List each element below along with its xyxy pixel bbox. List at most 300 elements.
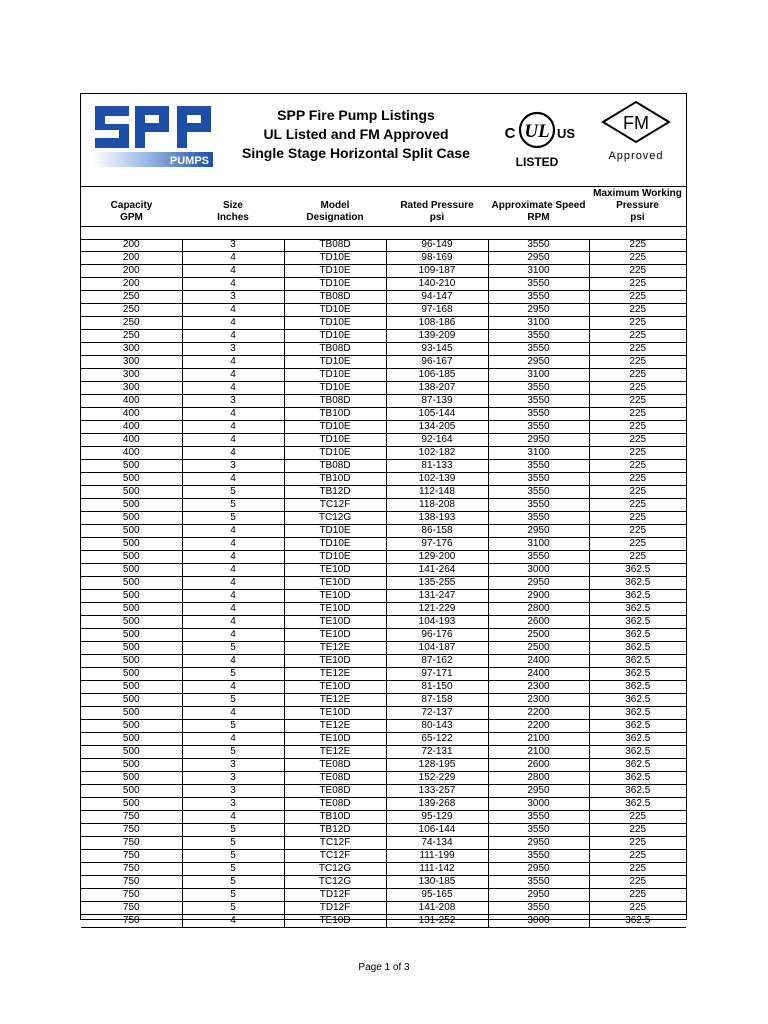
table-cell: 4 [182,733,284,746]
table-cell: 4 [182,330,284,343]
table-cell: TD10E [284,278,386,291]
table-cell: 500 [81,759,182,772]
table-cell: 94-147 [386,291,488,304]
table-cell: 3000 [488,798,589,811]
table-cell: 130-185 [386,876,488,889]
table-cell: 98-169 [386,252,488,265]
table-cell: 3 [182,759,284,772]
table-cell: TD12F [284,902,386,915]
table-cell: 141-264 [386,564,488,577]
table-row [81,824,686,837]
table-cell: 2600 [488,616,589,629]
table-row [81,525,686,538]
table-row [81,473,686,486]
table-cell: 500 [81,460,182,473]
table-cell: 80-143 [386,720,488,733]
table-cell: TE08D [284,759,386,772]
table-cell: TE10D [284,603,386,616]
table-cell: 225 [589,421,686,434]
table-cell: 138-193 [386,512,488,525]
table-row [81,785,686,798]
table-cell: TD12F [284,889,386,902]
table-cell: 750 [81,824,182,837]
table-cell: 4 [182,356,284,369]
table-cell: 4 [182,655,284,668]
table-cell: TE08D [284,785,386,798]
table-row [81,447,686,460]
table-cell: 104-187 [386,642,488,655]
table-cell: 750 [81,889,182,902]
table-cell: 72-137 [386,707,488,720]
table-row [81,486,686,499]
table-cell: TE10D [284,915,386,928]
table-row [81,460,686,473]
table-cell: TC12G [284,863,386,876]
table-cell: 500 [81,538,182,551]
table-cell: 4 [182,278,284,291]
table-cell: 500 [81,694,182,707]
table-cell: 362.5 [589,642,686,655]
table-cell: 500 [81,512,182,525]
table-cell: 2950 [488,889,589,902]
table-cell: TD10E [284,369,386,382]
table-cell: 5 [182,512,284,525]
column-header-4 [488,200,589,224]
table-cell: 225 [589,551,686,564]
page-number: Page 1 of 3 [358,962,410,973]
ul-us-letters: US [556,126,576,141]
table-row [81,746,686,759]
table-cell: 3100 [488,265,589,278]
table-cell: 362.5 [589,759,686,772]
table-cell: TD10E [284,356,386,369]
table-cell: 87-158 [386,694,488,707]
table-cell: 3550 [488,551,589,564]
table-row [81,863,686,876]
table-cell: TD10E [284,421,386,434]
table-cell: TD10E [284,538,386,551]
table-cell: TC12F [284,499,386,512]
table-cell: 225 [589,304,686,317]
table-cell: 362.5 [589,668,686,681]
table-cell: 131-252 [386,915,488,928]
table-cell: 3550 [488,902,589,915]
table-cell: TE08D [284,798,386,811]
table-cell: 3550 [488,824,589,837]
table-row [81,551,686,564]
table-cell: 4 [182,538,284,551]
table-cell: 4 [182,590,284,603]
table-cell: 500 [81,746,182,759]
table-cell: 4 [182,811,284,824]
table-cell: 500 [81,772,182,785]
table-cell: 2800 [488,603,589,616]
table-cell: 225 [589,889,686,902]
table-cell: 362.5 [589,746,686,759]
table-row [81,291,686,304]
table-cell: 500 [81,707,182,720]
table-cell: 81-150 [386,681,488,694]
table-cell: TC12G [284,512,386,525]
table-cell: 362.5 [589,577,686,590]
table-cell: 129-200 [386,551,488,564]
table-cell: TD10E [284,551,386,564]
table-cell: 65-122 [386,733,488,746]
table-header-spacer [81,226,686,240]
table-cell: 3550 [488,278,589,291]
table-cell: TE10D [284,733,386,746]
table-cell: 500 [81,564,182,577]
table-cell: 3550 [488,408,589,421]
table-cell: TB10D [284,473,386,486]
table-cell: 500 [81,499,182,512]
table-cell: 87-162 [386,655,488,668]
table-cell: 400 [81,421,182,434]
table-cell: 2200 [488,707,589,720]
table-cell: 86-158 [386,525,488,538]
table-cell: 121-229 [386,603,488,616]
table-cell: 2950 [488,434,589,447]
table-cell: 225 [589,434,686,447]
table-cell: 2300 [488,694,589,707]
table-cell: 97-171 [386,668,488,681]
table-cell: 3550 [488,395,589,408]
table-column-headers [81,186,686,227]
table-row [81,512,686,525]
table-cell: 72-131 [386,746,488,759]
table-cell: 3000 [488,564,589,577]
table-cell: 97-176 [386,538,488,551]
document-header [81,94,686,187]
table-cell: 5 [182,486,284,499]
table-cell: TE08D [284,772,386,785]
table-cell: TD10E [284,304,386,317]
table-cell: 225 [589,902,686,915]
table-row [81,408,686,421]
table-row [81,304,686,317]
column-header-5 [589,188,686,224]
table-cell: TE10D [284,655,386,668]
table-cell: 3 [182,798,284,811]
table-cell: 500 [81,486,182,499]
table-cell: 2950 [488,252,589,265]
column-header-line: Size [222,200,243,211]
table-cell: 750 [81,811,182,824]
table-cell: 5 [182,694,284,707]
table-cell: TD10E [284,317,386,330]
table-cell: 225 [589,863,686,876]
table-cell: TE10D [284,590,386,603]
table-cell: 95-165 [386,889,488,902]
table-cell: 200 [81,252,182,265]
table-cell: 4 [182,265,284,278]
table-cell: 3550 [488,876,589,889]
table-cell: TB10D [284,811,386,824]
table-cell: 5 [182,837,284,850]
table-row [81,629,686,642]
table-cell: 225 [589,811,686,824]
table-cell: TE10D [284,616,386,629]
table-cell: 97-168 [386,304,488,317]
table-cell: 362.5 [589,694,686,707]
table-cell: 362.5 [589,655,686,668]
table-cell: 4 [182,603,284,616]
table-cell: 96-149 [386,239,488,252]
table-cell: 225 [589,330,686,343]
table-cell: 362.5 [589,772,686,785]
table-cell: 362.5 [589,629,686,642]
table-cell: 3 [182,343,284,356]
table-cell: 3 [182,239,284,252]
table-cell: 4 [182,304,284,317]
table-cell: TB08D [284,460,386,473]
table-row [81,668,686,681]
table-cell: 5 [182,850,284,863]
table-row [81,772,686,785]
table-cell: 140-210 [386,278,488,291]
table-row [81,603,686,616]
table-cell: 3550 [488,291,589,304]
column-header-line: Inches [217,212,249,223]
table-cell: TB10D [284,408,386,421]
table-cell: 5 [182,863,284,876]
table-cell: 500 [81,577,182,590]
table-cell: 4 [182,915,284,928]
table-cell: TB08D [284,239,386,252]
table-row [81,590,686,603]
table-cell: 200 [81,278,182,291]
table-cell: TE12E [284,694,386,707]
table-cell: 111-142 [386,863,488,876]
document-title [221,106,491,163]
table-row [81,369,686,382]
table-cell: 500 [81,590,182,603]
table-cell: 2500 [488,629,589,642]
table-cell: 87-139 [386,395,488,408]
table-cell: 225 [589,291,686,304]
table-row [81,252,686,265]
table-cell: 225 [589,369,686,382]
table-cell: 3550 [488,473,589,486]
table-cell: 5 [182,902,284,915]
table-cell: 3550 [488,499,589,512]
table-cell: TD10E [284,265,386,278]
table-cell: 500 [81,785,182,798]
table-row [81,707,686,720]
table-cell: 362.5 [589,798,686,811]
table-cell: 362.5 [589,616,686,629]
table-cell: 109-187 [386,265,488,278]
table-cell: 141-208 [386,902,488,915]
table-cell: 750 [81,837,182,850]
spp-pumps-logo [93,104,215,168]
table-cell: 225 [589,252,686,265]
table-cell: 500 [81,668,182,681]
column-header-line: Rated Pressure [400,200,474,211]
table-row [81,395,686,408]
table-cell: TE10D [284,681,386,694]
fm-approved-text: Approved [608,150,664,162]
column-header-line: Capacity [110,200,153,211]
table-cell: 2950 [488,304,589,317]
table-cell: 225 [589,850,686,863]
table-cell: TE12E [284,720,386,733]
table-cell: 3000 [488,915,589,928]
table-row [81,317,686,330]
table-cell: TE10D [284,629,386,642]
table-cell: 225 [589,499,686,512]
table-cell: 4 [182,629,284,642]
table-cell: 225 [589,265,686,278]
table-cell: 128-195 [386,759,488,772]
table-cell: 750 [81,902,182,915]
table-cell: 3550 [488,850,589,863]
table-cell: 225 [589,395,686,408]
column-header-line: GPM [120,212,143,223]
table-cell: 3 [182,772,284,785]
table-cell: 2950 [488,837,589,850]
table-cell: 5 [182,889,284,902]
table-cell: 3550 [488,382,589,395]
logo-pumps-text: PUMPS [169,155,209,167]
ul-c-letter: C [504,125,516,142]
table-row [81,902,686,915]
document-frame [80,93,687,926]
table-cell: 2600 [488,759,589,772]
table-cell: 400 [81,408,182,421]
column-header-line: Designation [306,212,364,223]
table-cell: 3 [182,785,284,798]
table-cell: 4 [182,681,284,694]
table-row [81,356,686,369]
table-row [81,655,686,668]
table-cell: 106-185 [386,369,488,382]
table-cell: 3 [182,291,284,304]
table-cell: 81-133 [386,460,488,473]
table-cell: 4 [182,252,284,265]
ul-listed-mark [497,102,577,172]
table-cell: 300 [81,356,182,369]
table-cell: 2100 [488,746,589,759]
table-cell: 4 [182,551,284,564]
table-cell: 118-208 [386,499,488,512]
table-cell: 152-229 [386,772,488,785]
table-row [81,265,686,278]
table-cell: 105-144 [386,408,488,421]
table-row [81,642,686,655]
column-header-line: Pressure [616,200,659,211]
table-cell: 112-148 [386,486,488,499]
table-cell: 4 [182,408,284,421]
table-cell: TE10D [284,564,386,577]
table-cell: TD10E [284,382,386,395]
table-cell: 225 [589,473,686,486]
column-header-line: Approximate Speed [491,200,586,211]
table-cell: 225 [589,382,686,395]
table-cell: 4 [182,434,284,447]
table-cell: TB08D [284,291,386,304]
table-cell: 750 [81,876,182,889]
table-cell: TC12F [284,850,386,863]
table-cell: 5 [182,876,284,889]
table-cell: 5 [182,642,284,655]
table-cell: 225 [589,317,686,330]
column-header-2 [284,200,386,224]
table-cell: 3550 [488,239,589,252]
table-cell: 2800 [488,772,589,785]
table-row [81,876,686,889]
table-cell: 4 [182,421,284,434]
table-cell: 5 [182,824,284,837]
table-cell: TC12G [284,876,386,889]
table-cell: 134-205 [386,421,488,434]
table-cell: 106-144 [386,824,488,837]
table-cell: 3550 [488,811,589,824]
table-cell: 200 [81,265,182,278]
fm-approved-mark [595,98,677,170]
table-cell: 139-209 [386,330,488,343]
table-cell: 500 [81,655,182,668]
table-row [81,850,686,863]
table-cell: 362.5 [589,733,686,746]
table-row [81,538,686,551]
table-cell: TD10E [284,447,386,460]
table-row [81,421,686,434]
table-cell: 2500 [488,642,589,655]
table-cell: 500 [81,642,182,655]
table-row [81,343,686,356]
table-cell: 96-176 [386,629,488,642]
column-header-0 [81,200,182,224]
table-cell: 5 [182,720,284,733]
table-cell: 3 [182,460,284,473]
table-cell: 4 [182,707,284,720]
table-cell: 400 [81,434,182,447]
ul-listed-text: LISTED [515,155,559,169]
table-cell: 500 [81,603,182,616]
column-header-1 [182,200,284,224]
table-cell: TE12E [284,746,386,759]
title-line-3: Single Stage Horizontal Split Case [242,145,470,161]
table-cell: 750 [81,850,182,863]
table-cell: 2300 [488,681,589,694]
table-cell: 362.5 [589,564,686,577]
table-row [81,720,686,733]
table-row [81,434,686,447]
table-cell: 3550 [488,421,589,434]
table-cell: 3100 [488,538,589,551]
table-cell: 250 [81,317,182,330]
table-cell: 300 [81,343,182,356]
table-cell: 362.5 [589,785,686,798]
column-header-3 [386,200,488,224]
table-row [81,681,686,694]
table-row [81,733,686,746]
table-cell: 92-164 [386,434,488,447]
column-header-line: Model [320,200,350,211]
table-cell: 4 [182,577,284,590]
table-cell: 362.5 [589,915,686,928]
table-cell: 225 [589,538,686,551]
table-row [81,889,686,902]
column-header-line: psi [429,212,445,223]
table-cell: TB12D [284,486,386,499]
table-cell: 138-207 [386,382,488,395]
table-cell: 400 [81,447,182,460]
table-row [81,759,686,772]
ul-letters: UL [524,121,550,142]
table-cell: 2900 [488,590,589,603]
